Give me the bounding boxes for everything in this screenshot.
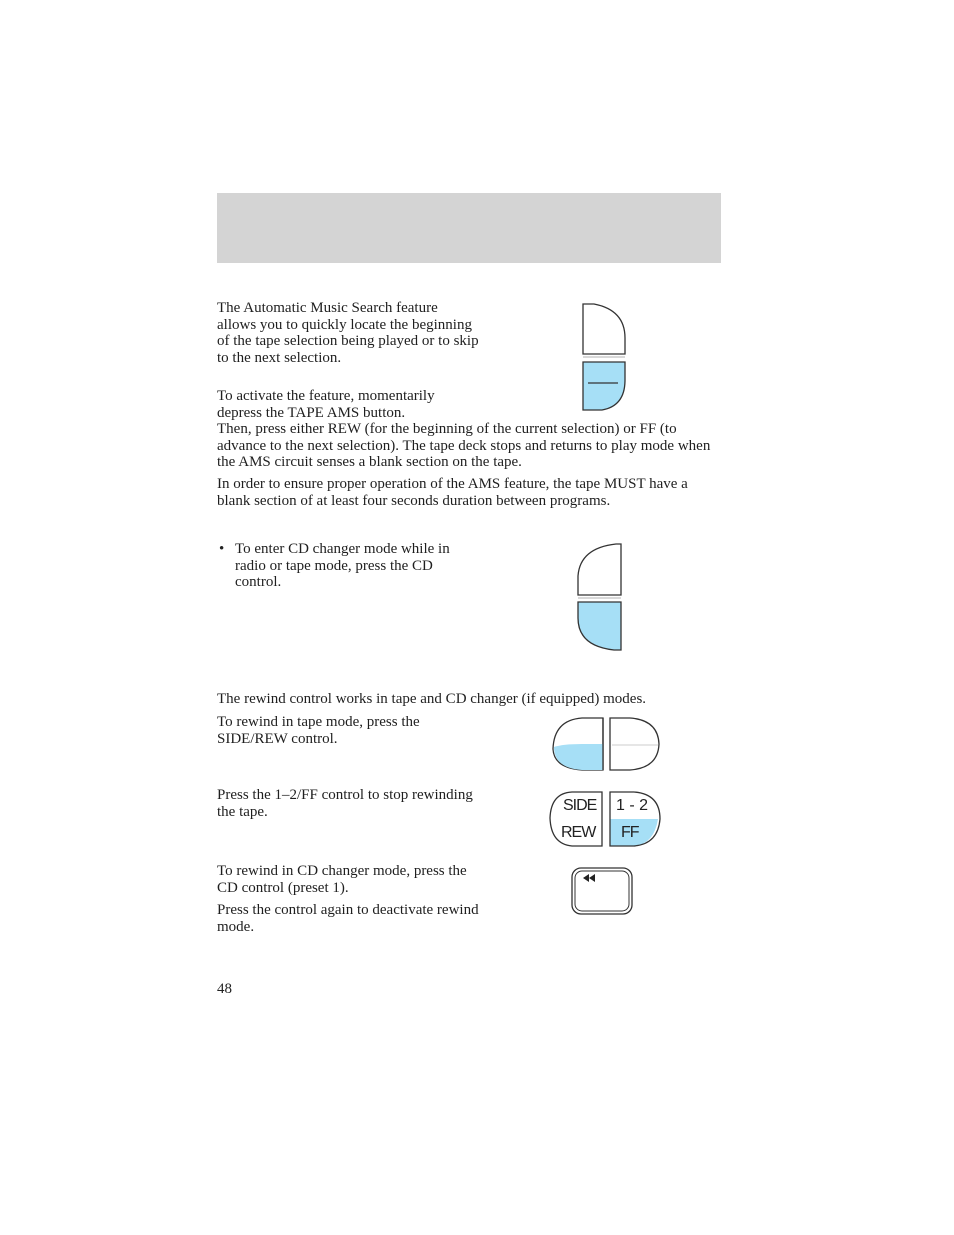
ams-activate-text: To activate the feature, momentarily depress the TAPE AMS button. bbox=[217, 388, 435, 421]
cd-preset-1-figure[interactable] bbox=[570, 866, 634, 916]
side-rew-highlight[interactable] bbox=[554, 744, 603, 770]
ams-blank-section-text: In order to ensure proper operation of the AMS feature, the tape MUST have a blank section of at least four seconds duration between programs. bbox=[217, 476, 688, 509]
ams-rew-ff-text: Then, press either REW (for the beginning of the current selection) or FF (to advance to the next selection). The tape deck stops and returns to play mode when the AMS circuit senses a blank section on the tape. bbox=[217, 421, 711, 470]
bullet-dot: • bbox=[219, 541, 225, 557]
rew-label[interactable]: REW bbox=[561, 824, 596, 841]
tape-ams-button-figure bbox=[574, 300, 634, 415]
rewind-deactivate-text: Press the control again to deactivate rewind mode. bbox=[217, 902, 479, 935]
page-number: 48 bbox=[217, 981, 232, 997]
side-label: SIDE bbox=[563, 797, 597, 814]
cd-lower-button[interactable] bbox=[578, 602, 621, 650]
ams-lower-button[interactable] bbox=[583, 362, 625, 410]
one-two-label: 1 - 2 bbox=[616, 797, 649, 814]
cd-button-figure bbox=[572, 540, 628, 655]
ff-label[interactable]: FF bbox=[621, 824, 639, 841]
rewind-intro-text: The rewind control works in tape and CD changer (if equipped) modes. bbox=[217, 691, 647, 707]
section-header-bar bbox=[217, 193, 721, 263]
cd-mode-text: To enter CD changer mode while in radio or tape mode, press the CD control. bbox=[235, 541, 450, 590]
ams-intro-text: The Automatic Music Search feature allows you to quickly locate the beginning of the tape selection being played or to skip to the next selection. bbox=[217, 300, 479, 366]
side-rew-ff-labeled-figure bbox=[546, 788, 664, 850]
rewind-tape-text: To rewind in tape mode, press the SIDE/REW control. bbox=[217, 714, 420, 747]
rewind-cd-mode-text: To rewind in CD changer mode, press the CD control (preset 1). bbox=[217, 863, 467, 896]
side-rew-ff-top-figure bbox=[548, 714, 664, 774]
rewind-stop-text: Press the 1–2/FF control to stop rewinding the tape. bbox=[217, 787, 473, 820]
